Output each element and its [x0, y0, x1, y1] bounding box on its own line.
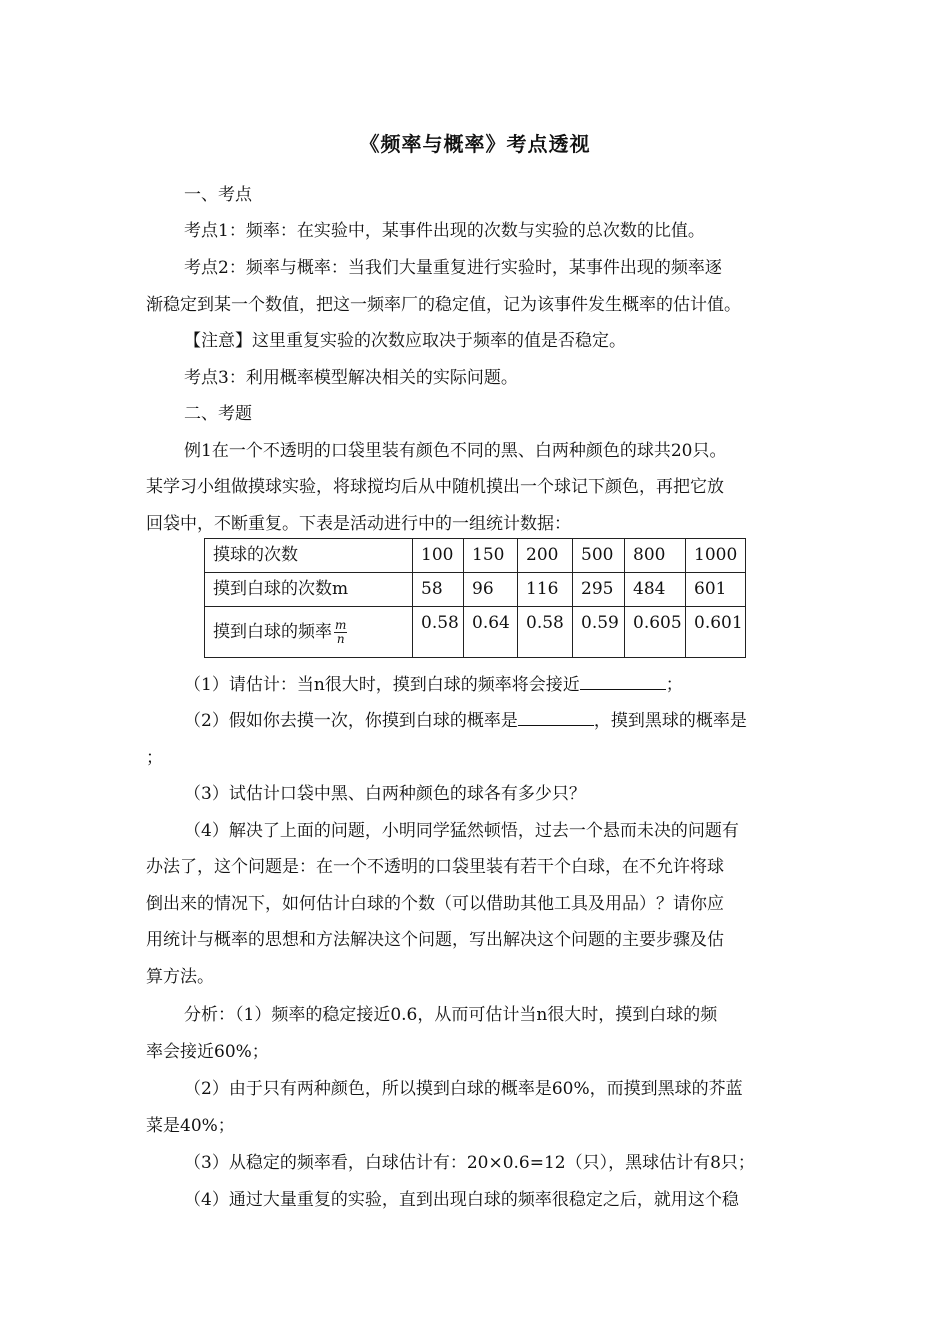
section-heading-kaodian: 一、考点	[184, 185, 252, 205]
fraction-numerator: m	[335, 618, 347, 632]
question-1	[184, 670, 683, 695]
analysis-1-line-1: 分析：（1）频率的稳定接近0.6，从而可估计当n很大时，摸到白球的频	[184, 1005, 718, 1025]
table-row-label: 摸到白球的次数m	[205, 573, 413, 607]
analysis-1-line-2: 率会接近60%；	[146, 1042, 269, 1062]
question-4-line-2: 办法了，这个问题是：在一个不透明的口袋里装有若干个白球，在不允许将球	[146, 857, 724, 877]
table-cell: 0.58	[413, 607, 464, 658]
question-2-text-a: （2）假如你去摸一次，你摸到白球的概率是	[184, 711, 518, 731]
table-cell: 484	[625, 573, 686, 607]
table-cell: 150	[464, 539, 518, 573]
table-cell: 96	[464, 573, 518, 607]
fraction-m-over-n	[334, 619, 347, 646]
table-cell: 601	[686, 573, 746, 607]
answer-blank	[580, 673, 666, 690]
table-cell: 0.59	[573, 607, 625, 658]
analysis-2-line-1: （2）由于只有两种颜色，所以摸到白球的概率是60%，而摸到黑球的芥蓝	[184, 1079, 743, 1099]
question-4-line-3: 倒出来的情况下，如何估计白球的个数（可以借助其他工具及用品）？请你应	[146, 894, 724, 914]
analysis-4: （4）通过大量重复的实验，直到出现白球的频率很稳定之后，就用这个稳	[184, 1190, 739, 1210]
statistics-table	[204, 538, 746, 658]
question-1-text: （1）请估计：当n很大时，摸到白球的频率将会接近	[184, 675, 580, 695]
analysis-2-line-2: 菜是40%；	[146, 1116, 235, 1136]
table-cell: 295	[573, 573, 625, 607]
example-line-1: 例1在一个不透明的口袋里装有颜色不同的黑、白两种颜色的球共20只。	[184, 441, 727, 461]
point-2-line-2: 渐稳定到某一个数值，把这一频率厂的稳定值，记为该事件发生概率的估计值。	[146, 295, 741, 315]
answer-blank	[518, 709, 594, 726]
table-cell: 100	[413, 539, 464, 573]
question-4-line-5: 算方法。	[146, 967, 214, 987]
note: 【注意】这里重复实验的次数应取决于频率的值是否稳定。	[184, 331, 626, 351]
page-title: 《频率与概率》考点透视	[359, 132, 591, 156]
table-cell: 0.58	[518, 607, 573, 658]
analysis-3: （3）从稳定的频率看，白球估计有：20×0.6=12（只），黑球估计有8只；	[184, 1153, 755, 1173]
question-2-end: ；	[146, 748, 163, 768]
table-cell: 1000	[686, 539, 746, 573]
table-row	[205, 573, 746, 607]
table-cell: 500	[573, 539, 625, 573]
question-2	[184, 706, 747, 731]
example-line-3: 回袋中，不断重复。下表是活动进行中的一组统计数据：	[146, 514, 571, 534]
table-cell: 58	[413, 573, 464, 607]
question-2-text-b: ，摸到黑球的概率是	[593, 711, 747, 731]
point-3: 考点3：利用概率模型解决相关的实际问题。	[184, 368, 518, 388]
fraction-denominator: n	[336, 632, 345, 646]
table-row	[205, 539, 746, 573]
table-cell: 0.64	[464, 607, 518, 658]
question-3: （3）试估计口袋中黑、白两种颜色的球各有多少只？	[184, 784, 586, 804]
table-cell: 0.601	[686, 607, 746, 658]
point-1: 考点1：频率：在实验中，某事件出现的次数与实验的总次数的比值。	[184, 221, 705, 241]
table-row-label: 摸球的次数	[205, 539, 413, 573]
table-cell: 800	[625, 539, 686, 573]
question-1-end: ；	[665, 675, 683, 695]
question-4-line-1: （4）解决了上面的问题，小明同学猛然顿悟，过去一个悬而未决的问题有	[184, 821, 739, 841]
question-4-line-4: 用统计与概率的思想和方法解决这个问题，写出解决这个问题的主要步骤及估	[146, 930, 724, 950]
section-heading-kaoti: 二、考题	[184, 404, 252, 424]
table-row-label	[205, 607, 413, 658]
table-cell: 0.605	[625, 607, 686, 658]
table-row	[205, 607, 746, 658]
frequency-label: 摸到白球的频率	[213, 622, 332, 642]
point-2-line-1: 考点2：频率与概率：当我们大量重复进行实验时，某事件出现的频率逐	[184, 258, 722, 278]
example-line-2: 某学习小组做摸球实验，将球搅均后从中随机摸出一个球记下颜色，再把它放	[146, 477, 724, 497]
table-cell: 200	[518, 539, 573, 573]
table-cell: 116	[518, 573, 573, 607]
